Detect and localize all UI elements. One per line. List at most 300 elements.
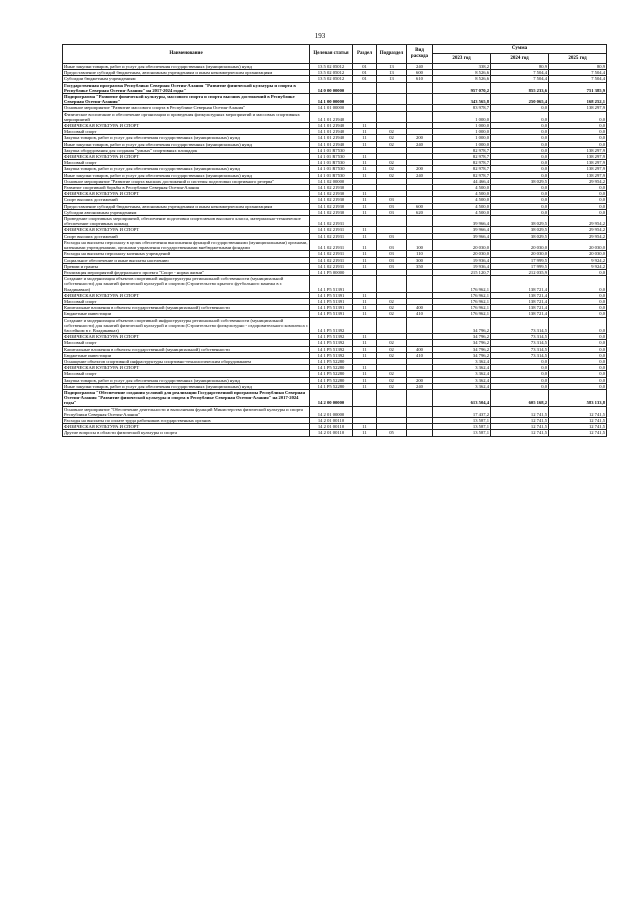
table-row xyxy=(63,216,607,227)
row-name: ФИЗИЧЕСКАЯ КУЛЬТУРА И СПОРТ xyxy=(63,424,310,430)
row-name: Массовый спорт xyxy=(63,160,310,166)
row-expense-type: 240 xyxy=(407,64,433,70)
row-2024: 12 741,5 xyxy=(491,430,549,436)
row-name: Массовый спорт xyxy=(63,298,310,304)
row-2025: 9 924,2 xyxy=(549,257,607,263)
row-2025: 7 504,4 xyxy=(549,70,607,76)
row-target: 14 1 02 00000 xyxy=(310,178,353,184)
row-name: Расходы на выплаты по оплате труда работников государственных органов xyxy=(63,417,310,423)
row-2025: 0,0 xyxy=(549,209,607,215)
row-target: 13 5 02 05012 xyxy=(310,70,353,76)
row-2025: 0,0 xyxy=(549,276,607,293)
row-name: ФИЗИЧЕСКАЯ КУЛЬТУРА И СПОРТ xyxy=(63,334,310,340)
row-target: 14 1 P5 51392 xyxy=(310,352,353,358)
row-2024: 12 741,5 xyxy=(491,406,549,417)
row-2024: 0,0 xyxy=(491,377,549,383)
row-name: Подпрограмма "Развитие физической культуры, массового спорта и спорта высших достижений в Республике Северная Осетия-Алания" xyxy=(63,94,310,105)
row-section: 11 xyxy=(353,257,377,263)
row-2025: 12 741,5 xyxy=(549,424,607,430)
row-name: Предоставление субсидий бюджетным, автономным учреждениям и иным некоммерческим организациям xyxy=(63,70,310,76)
row-name: Реализация мероприятий федерального проекта "Спорт - норма жизни" xyxy=(63,269,310,275)
row-name: Развитие спортивной борьбы в Республике Северная Осетия-Алания xyxy=(63,185,310,191)
row-target: 14 1 01 21940 xyxy=(310,135,353,141)
row-target: 14 1 00 00000 xyxy=(310,94,353,105)
row-2025: 0,0 xyxy=(549,365,607,371)
row-expense-type: 600 xyxy=(407,203,433,209)
row-name: Подпрограмма "Обеспечение создания условий для реализации Государственной программы Республики Северная Осетия-Алания "Развитие физической культуры и спорта в Республике Северная Осетия-Алания" на 2017-2024 годы" xyxy=(63,389,310,406)
row-2024: 138 721,4 xyxy=(491,311,549,317)
header-sum: Сумма xyxy=(433,45,607,54)
row-name: Основное мероприятие "Развитие массового спорта в Республике Северная Осетия-Алания" xyxy=(63,105,310,111)
row-expense-type xyxy=(407,94,433,105)
row-section: 11 xyxy=(353,311,377,317)
row-2024: 0,0 xyxy=(491,365,549,371)
row-target: 14 1 02 21930 xyxy=(310,209,353,215)
row-section: 11 xyxy=(353,263,377,269)
row-name: Массовый спорт xyxy=(63,371,310,377)
row-2025: 0,0 xyxy=(549,197,607,203)
row-section: 11 xyxy=(353,123,377,129)
row-target: 14 1 02 21931 xyxy=(310,251,353,257)
row-section: 11 xyxy=(353,251,377,257)
row-target: 14 1 01 21940 xyxy=(310,141,353,147)
row-subsection: 03 xyxy=(377,203,407,209)
row-2024: 38 029,5 xyxy=(491,227,549,233)
row-2023: 82 978,7 xyxy=(433,147,491,153)
row-2025: 0,0 xyxy=(549,135,607,141)
row-2025: 0,0 xyxy=(549,203,607,209)
row-expense-type: 200 xyxy=(407,135,433,141)
row-name: Бюджетные инвестиции xyxy=(63,352,310,358)
row-subsection: 02 xyxy=(377,135,407,141)
header-target: Целевая статья xyxy=(310,45,353,64)
row-target: 14 1 P5 51391 xyxy=(310,305,353,311)
row-2024: 0,0 xyxy=(491,185,549,191)
row-expense-type xyxy=(407,82,433,93)
row-subsection: 02 xyxy=(377,298,407,304)
header-2024: 2024 год xyxy=(491,54,549,64)
row-name: Иные закупки товаров, работ и услуг для обеспечения государственных (муниципальных) нужд xyxy=(63,172,310,178)
table-header-row xyxy=(63,45,607,54)
row-subsection: 02 xyxy=(377,129,407,135)
row-2025: 0,0 xyxy=(549,371,607,377)
row-2025: 583 133,8 xyxy=(549,389,607,406)
row-2023: 82 978,7 xyxy=(433,154,491,160)
row-2024: 0,0 xyxy=(491,191,549,197)
row-2023: 34 796,2 xyxy=(433,317,491,334)
row-2024: 0,0 xyxy=(491,160,549,166)
row-2023: 176 962,1 xyxy=(433,298,491,304)
row-2023: 8 526,6 xyxy=(433,70,491,76)
row-target: 14 1 01 R7530 xyxy=(310,166,353,172)
row-2025: 0,0 xyxy=(549,269,607,275)
row-2025: 0,0 xyxy=(549,111,607,122)
row-expense-type: 600 xyxy=(407,70,433,76)
row-expense-type: 240 xyxy=(407,141,433,147)
row-2025: 80,9 xyxy=(549,64,607,70)
row-subsection: 02 xyxy=(377,141,407,147)
row-2024: 73 314,5 xyxy=(491,340,549,346)
row-2025: 12 741,5 xyxy=(549,430,607,436)
row-section: 11 xyxy=(353,346,377,352)
row-section: 11 xyxy=(353,135,377,141)
row-2023: 1 000,0 xyxy=(433,135,491,141)
row-2023: 39 966,4 xyxy=(433,227,491,233)
row-section: 11 xyxy=(353,424,377,430)
row-expense-type: 110 xyxy=(407,251,433,257)
row-name: ФИЗИЧЕСКАЯ КУЛЬТУРА И СПОРТ xyxy=(63,191,310,197)
row-2024: 20 030,0 xyxy=(491,239,549,250)
table-row xyxy=(63,317,607,334)
row-target: 14 1 01 00000 xyxy=(310,105,353,111)
row-target: 14 2 00 00000 xyxy=(310,389,353,406)
table-row xyxy=(63,389,607,406)
row-2024: 38 029,5 xyxy=(491,233,549,239)
row-2025: 0,0 xyxy=(549,334,607,340)
row-target: 14 0 00 00000 xyxy=(310,82,353,93)
row-section: 11 xyxy=(353,172,377,178)
row-2024: 605 168,2 xyxy=(491,389,549,406)
row-2023: 3 362,4 xyxy=(433,365,491,371)
row-target: 14 1 P5 00000 xyxy=(310,269,353,275)
row-2023: 8 526,6 xyxy=(433,76,491,82)
row-expense-type: 240 xyxy=(407,383,433,389)
row-expense-type: 400 xyxy=(407,305,433,311)
row-subsection: 02 xyxy=(377,377,407,383)
row-target: 14 1 01 21940 xyxy=(310,111,353,122)
row-name: Массовый спорт xyxy=(63,340,310,346)
row-section xyxy=(353,389,377,406)
row-section: 11 xyxy=(353,197,377,203)
row-expense-type: 410 xyxy=(407,352,433,358)
row-subsection: 02 xyxy=(377,340,407,346)
row-name: Субсидии автономным учреждениям xyxy=(63,209,310,215)
row-2023: 338,2 xyxy=(433,64,491,70)
row-target: 13 5 02 05012 xyxy=(310,64,353,70)
row-expense-type: 610 xyxy=(407,76,433,82)
row-target: 14 1 02 21931 xyxy=(310,257,353,263)
row-target: 14 1 02 21931 xyxy=(310,233,353,239)
row-section: 11 xyxy=(353,371,377,377)
row-2024: 73 314,5 xyxy=(491,346,549,352)
row-section: 11 xyxy=(353,166,377,172)
row-2024: 0,0 xyxy=(491,105,549,111)
row-target: 14 1 01 21940 xyxy=(310,123,353,129)
row-section: 11 xyxy=(353,233,377,239)
row-section: 11 xyxy=(353,352,377,358)
row-2025: 0,0 xyxy=(549,340,607,346)
row-target: 14 1 P5 51392 xyxy=(310,340,353,346)
row-2023: 13 587,1 xyxy=(433,424,491,430)
row-2024: 12 741,5 xyxy=(491,417,549,423)
row-name: ФИЗИЧЕСКАЯ КУЛЬТУРА И СПОРТ xyxy=(63,123,310,129)
row-2024: 855 233,6 xyxy=(491,82,549,93)
row-2023: 4 500,0 xyxy=(433,197,491,203)
row-name: Закупка товаров, работ и услуг для обеспечения государственных (муниципальных) нужд xyxy=(63,166,310,172)
row-section: 11 xyxy=(353,377,377,383)
row-2025: 0,0 xyxy=(549,123,607,129)
row-target: 14 1 P5 52280 xyxy=(310,383,353,389)
row-2025: 0,0 xyxy=(549,346,607,352)
row-section xyxy=(353,94,377,105)
table-row xyxy=(63,276,607,293)
row-2024: 80,9 xyxy=(491,64,549,70)
row-subsection: 13 xyxy=(377,64,407,70)
row-name: Иные закупки товаров, работ и услуг для обеспечения государственных (муниципальных) нужд xyxy=(63,383,310,389)
row-name: Спорт высших достижений xyxy=(63,233,310,239)
row-subsection: 03 xyxy=(377,251,407,257)
row-target: 14 1 02 21931 xyxy=(310,263,353,269)
row-target: 14 1 02 21930 xyxy=(310,197,353,203)
row-name: Закупка оборудования для создания "умных" спортивных площадок xyxy=(63,147,310,153)
row-2023: 19 936,4 xyxy=(433,263,491,269)
row-target: 14 1 02 21931 xyxy=(310,227,353,233)
row-2023: 4 500,0 xyxy=(433,185,491,191)
row-2025: 0,0 xyxy=(549,292,607,298)
row-2024: 0,0 xyxy=(491,166,549,172)
row-target: 14 2 01 00110 xyxy=(310,430,353,436)
row-target: 14 1 02 21930 xyxy=(310,185,353,191)
row-target: 14 2 01 00110 xyxy=(310,424,353,430)
row-section: 11 xyxy=(353,154,377,160)
row-2024: 0,0 xyxy=(491,197,549,203)
row-2025: 138 297,9 xyxy=(549,166,607,172)
row-2025: 138 297,9 xyxy=(549,105,607,111)
row-2024: 0,0 xyxy=(491,147,549,153)
row-section: 01 xyxy=(353,64,377,70)
row-name: Премии и гранты xyxy=(63,263,310,269)
row-2023: 3 362,4 xyxy=(433,383,491,389)
row-name: ФИЗИЧЕСКАЯ КУЛЬТУРА И СПОРТ xyxy=(63,154,310,160)
row-target: 14 2 01 00000 xyxy=(310,406,353,417)
row-2023: 4 500,0 xyxy=(433,191,491,197)
row-expense-type xyxy=(407,317,433,334)
row-subsection: 02 xyxy=(377,160,407,166)
row-section xyxy=(353,317,377,334)
row-2024: 7 504,4 xyxy=(491,70,549,76)
row-2023: 19 936,4 xyxy=(433,257,491,263)
row-2024: 20 030,0 xyxy=(491,251,549,257)
row-section: 11 xyxy=(353,292,377,298)
row-2024: 0,0 xyxy=(491,123,549,129)
row-expense-type xyxy=(407,389,433,406)
page-number: 193 xyxy=(314,32,326,40)
row-subsection: 02 xyxy=(377,371,407,377)
row-2024: 0,0 xyxy=(491,172,549,178)
row-2023: 215 120,7 xyxy=(433,269,491,275)
row-2024: 0,0 xyxy=(491,154,549,160)
row-section: 01 xyxy=(353,76,377,82)
row-section: 11 xyxy=(353,383,377,389)
row-2024: 138 721,4 xyxy=(491,276,549,293)
row-subsection: 13 xyxy=(377,70,407,76)
row-2025: 29 954,2 xyxy=(549,233,607,239)
row-section: 11 xyxy=(353,334,377,340)
row-subsection: 03 xyxy=(377,239,407,250)
row-target: 14 1 P5 52280 xyxy=(310,358,353,364)
row-subsection: 03 xyxy=(377,209,407,215)
row-expense-type: 200 xyxy=(407,166,433,172)
row-2023: 82 978,7 xyxy=(433,166,491,172)
row-2023: 3 362,4 xyxy=(433,358,491,364)
row-2023: 3 362,4 xyxy=(433,371,491,377)
row-expense-type xyxy=(407,216,433,227)
row-subsection: 02 xyxy=(377,172,407,178)
row-2025: 7 504,4 xyxy=(549,76,607,82)
row-2023: 83 978,7 xyxy=(433,105,491,111)
row-expense-type: 240 xyxy=(407,172,433,178)
row-2023: 4 500,0 xyxy=(433,203,491,209)
row-2024: 0,0 xyxy=(491,383,549,389)
row-2023: 39 966,4 xyxy=(433,233,491,239)
row-2023: 176 962,1 xyxy=(433,311,491,317)
table-row xyxy=(63,111,607,122)
row-section: 11 xyxy=(353,209,377,215)
table-row xyxy=(63,430,607,436)
row-2023: 343 565,8 xyxy=(433,94,491,105)
row-subsection xyxy=(377,389,407,406)
row-2025: 0,0 xyxy=(549,298,607,304)
row-2024: 73 314,5 xyxy=(491,334,549,340)
row-name: Капитальные вложения в объекты государственной (муниципальной) собственности xyxy=(63,305,310,311)
row-section: 01 xyxy=(353,70,377,76)
row-2024: 38 029,5 xyxy=(491,216,549,227)
header-2025: 2025 год xyxy=(549,54,607,64)
row-2024: 38 029,5 xyxy=(491,178,549,184)
row-section xyxy=(353,216,377,227)
row-2025: 9 924,2 xyxy=(549,263,607,269)
row-section: 11 xyxy=(353,305,377,311)
row-section: 11 xyxy=(353,227,377,233)
row-2023: 13 587,1 xyxy=(433,430,491,436)
row-target: 14 1 P5 51392 xyxy=(310,346,353,352)
row-name: Оснащение объектов спортивной инфраструктуры спортивно-технологическим оборудованием xyxy=(63,358,310,364)
row-2023: 34 796,2 xyxy=(433,334,491,340)
row-section: 11 xyxy=(353,191,377,197)
row-2023: 176 962,1 xyxy=(433,292,491,298)
row-2024: 138 721,4 xyxy=(491,305,549,311)
row-expense-type xyxy=(407,276,433,293)
row-name: Закупка товаров, работ и услуг для обеспечения государственных (муниципальных) нужд xyxy=(63,135,310,141)
row-name: Иные закупки товаров, работ и услуг для обеспечения государственных (муниципальных) нужд xyxy=(63,141,310,147)
row-name: Субсидии бюджетным учреждениям xyxy=(63,76,310,82)
row-expense-type xyxy=(407,406,433,417)
row-2024: 138 721,4 xyxy=(491,292,549,298)
row-2025: 138 297,9 xyxy=(549,160,607,166)
row-expense-type: 400 xyxy=(407,346,433,352)
row-name: Спорт высших достижений xyxy=(63,197,310,203)
row-name: Проведение спортивных мероприятий, обеспечение подготовки спортсменов высокого класса, материально-техническое обеспечение спортивных команд xyxy=(63,216,310,227)
row-2023: 957 070,2 xyxy=(433,82,491,93)
row-subsection xyxy=(377,317,407,334)
row-subsection: 03 xyxy=(377,263,407,269)
row-subsection xyxy=(377,111,407,122)
row-subsection xyxy=(377,82,407,93)
row-2025: 0,0 xyxy=(549,352,607,358)
row-name: Расходы на выплаты персоналу казенных учреждений xyxy=(63,251,310,257)
row-subsection: 02 xyxy=(377,305,407,311)
row-2023: 1 000,0 xyxy=(433,111,491,122)
row-2025: 0,0 xyxy=(549,191,607,197)
row-target: 14 1 P5 51391 xyxy=(310,298,353,304)
row-target: 14 1 02 21931 xyxy=(310,239,353,250)
table-row xyxy=(63,94,607,105)
row-2024: 0,0 xyxy=(491,209,549,215)
row-2025: 138 297,9 xyxy=(549,154,607,160)
row-target: 14 1 02 21931 xyxy=(310,216,353,227)
row-name: Социальное обеспечение и иные выплаты населению xyxy=(63,257,310,263)
row-2024: 0,0 xyxy=(491,129,549,135)
row-target: 14 1 P5 51391 xyxy=(310,311,353,317)
row-2023: 82 978,7 xyxy=(433,172,491,178)
row-target: 14 1 P5 51392 xyxy=(310,317,353,334)
row-expense-type: 410 xyxy=(407,311,433,317)
row-2023: 1 000,0 xyxy=(433,123,491,129)
row-name: Основное мероприятие "Развитие спорта высших достижений и системы подготовки спортивного резерва" xyxy=(63,178,310,184)
header-section: Раздел xyxy=(353,45,377,64)
row-name: Предоставление субсидий бюджетным, автономным учреждениям и иным некоммерческим организациям xyxy=(63,203,310,209)
row-section xyxy=(353,111,377,122)
row-target: 14 1 P5 51391 xyxy=(310,292,353,298)
row-2025: 20 030,0 xyxy=(549,239,607,250)
budget-table xyxy=(62,44,607,437)
row-2025: 0,0 xyxy=(549,141,607,147)
row-subsection: 03 xyxy=(377,257,407,263)
row-2025: 751 385,9 xyxy=(549,82,607,93)
row-name: Другие вопросы в области физической культуры и спорта xyxy=(63,430,310,436)
row-section: 11 xyxy=(353,141,377,147)
row-section: 11 xyxy=(353,129,377,135)
row-2024: 138 721,4 xyxy=(491,298,549,304)
row-name: Бюджетные инвестиции xyxy=(63,311,310,317)
row-name: Закупка товаров, работ и услуг для обеспечения государственных (муниципальных) нужд xyxy=(63,377,310,383)
row-subsection: 03 xyxy=(377,197,407,203)
row-subsection xyxy=(377,276,407,293)
row-2023: 17 437,2 xyxy=(433,406,491,417)
row-name: Создание и модернизация объектов спортивной инфраструктуры региональной собственности (муниципальной собственности) для занятий физической культурой и спортом (Строительство физкультурно - оздоровительного комплекса с бассейном в г. Владикавказ) xyxy=(64,317,308,333)
row-name: Государственная программа Республики Северная Осетия-Алания "Развитие физической культуры и спорта в Республике Северная Осетия-Алания" на 2017-2024 годы" xyxy=(63,82,310,93)
row-subsection: 13 xyxy=(377,76,407,82)
row-target: 14 1 01 R7530 xyxy=(310,154,353,160)
row-target: 14 1 01 R7530 xyxy=(310,147,353,153)
row-2025: 29 954,2 xyxy=(549,216,607,227)
row-subsection: 02 xyxy=(377,166,407,172)
row-section: 11 xyxy=(353,340,377,346)
header-subsection: Подраздел xyxy=(377,45,407,64)
row-section: 11 xyxy=(353,298,377,304)
row-2024: 0,0 xyxy=(491,111,549,122)
row-2025: 0,0 xyxy=(549,311,607,317)
row-2024: 73 314,5 xyxy=(491,317,549,334)
row-2025: 168 252,1 xyxy=(549,94,607,105)
row-2024: 7 504,4 xyxy=(491,76,549,82)
row-name: Иные закупки товаров, работ и услуг для обеспечения государственных (муниципальных) нужд xyxy=(63,64,310,70)
row-2024: 0,0 xyxy=(491,371,549,377)
row-section: 11 xyxy=(353,160,377,166)
row-2023: 34 796,2 xyxy=(433,340,491,346)
header-expense-type: Вид расхода xyxy=(407,45,433,64)
row-2023: 34 796,2 xyxy=(433,346,491,352)
row-target: 14 1 P5 51392 xyxy=(310,334,353,340)
row-target: 14 1 P5 51391 xyxy=(310,276,353,293)
row-target: 14 1 P5 52280 xyxy=(310,365,353,371)
row-name: Создание и модернизация объектов спортивной инфраструктуры региональной собственности (муниципальной собственности) для занятий физической культурой и спортом (Строительство крытого футбольного манежа в г. Владикавказ) xyxy=(63,276,310,293)
row-expense-type xyxy=(407,111,433,122)
row-target: 14 1 01 21940 xyxy=(310,129,353,135)
header-name: Наименование xyxy=(63,45,310,64)
row-target: 14 2 01 00110 xyxy=(310,417,353,423)
table-row xyxy=(63,239,607,250)
